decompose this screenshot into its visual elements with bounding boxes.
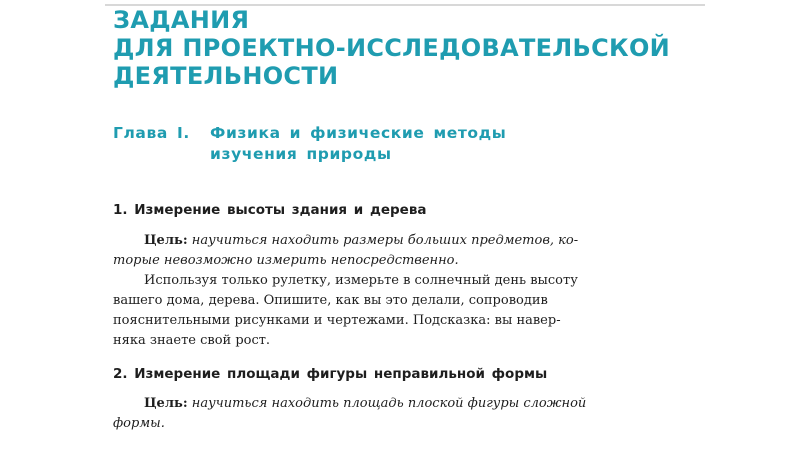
task-section-2 (113, 365, 693, 434)
goal-text-line: формы. (113, 416, 165, 431)
task-goal (113, 394, 693, 434)
page-title-line: ДЛЯ ПРОЕКТНО-ИССЛЕДОВАТЕЛЬСКОЙ (113, 34, 671, 62)
goal-label: Цель: (144, 396, 188, 411)
chapter-title (210, 123, 506, 165)
goal-text-line: научиться находить размеры больших предметов, ко- (191, 233, 579, 248)
description-line: няка знаете свой рост. (113, 333, 271, 348)
task-title: 2. Измерение площади фигуры неправильной формы (113, 366, 548, 382)
description-line: пояснительными рисунками и чертежами. Подсказка: вы навер- (113, 313, 561, 328)
task-goal (113, 231, 693, 271)
chapter-number: Глава I. (113, 124, 190, 142)
chapter-heading (113, 123, 733, 165)
chapter-title-line: Физика и физические методы (210, 124, 507, 142)
task-description (113, 271, 693, 351)
page-title (113, 6, 753, 90)
goal-text-line: торые невозможно измерить непосредственно. (113, 253, 459, 268)
goal-text-line: научиться находить площадь плоской фигуры сложной (191, 396, 587, 411)
chapter-title-line: изучения природы (210, 145, 392, 163)
goal-label: Цель: (144, 233, 188, 248)
description-line: Используя только рулетку, измерьте в солнечный день высоту (144, 273, 578, 288)
page-title-line: ДЕЯТЕЛЬНОСТИ (113, 62, 339, 90)
task-title: 1. Измерение высоты здания и дерева (113, 202, 427, 218)
description-line: вашего дома, дерева. Опишите, как вы это делали, сопроводив (113, 293, 548, 308)
task-section-1 (113, 201, 693, 351)
page-title-line: ЗАДАНИЯ (113, 6, 250, 34)
